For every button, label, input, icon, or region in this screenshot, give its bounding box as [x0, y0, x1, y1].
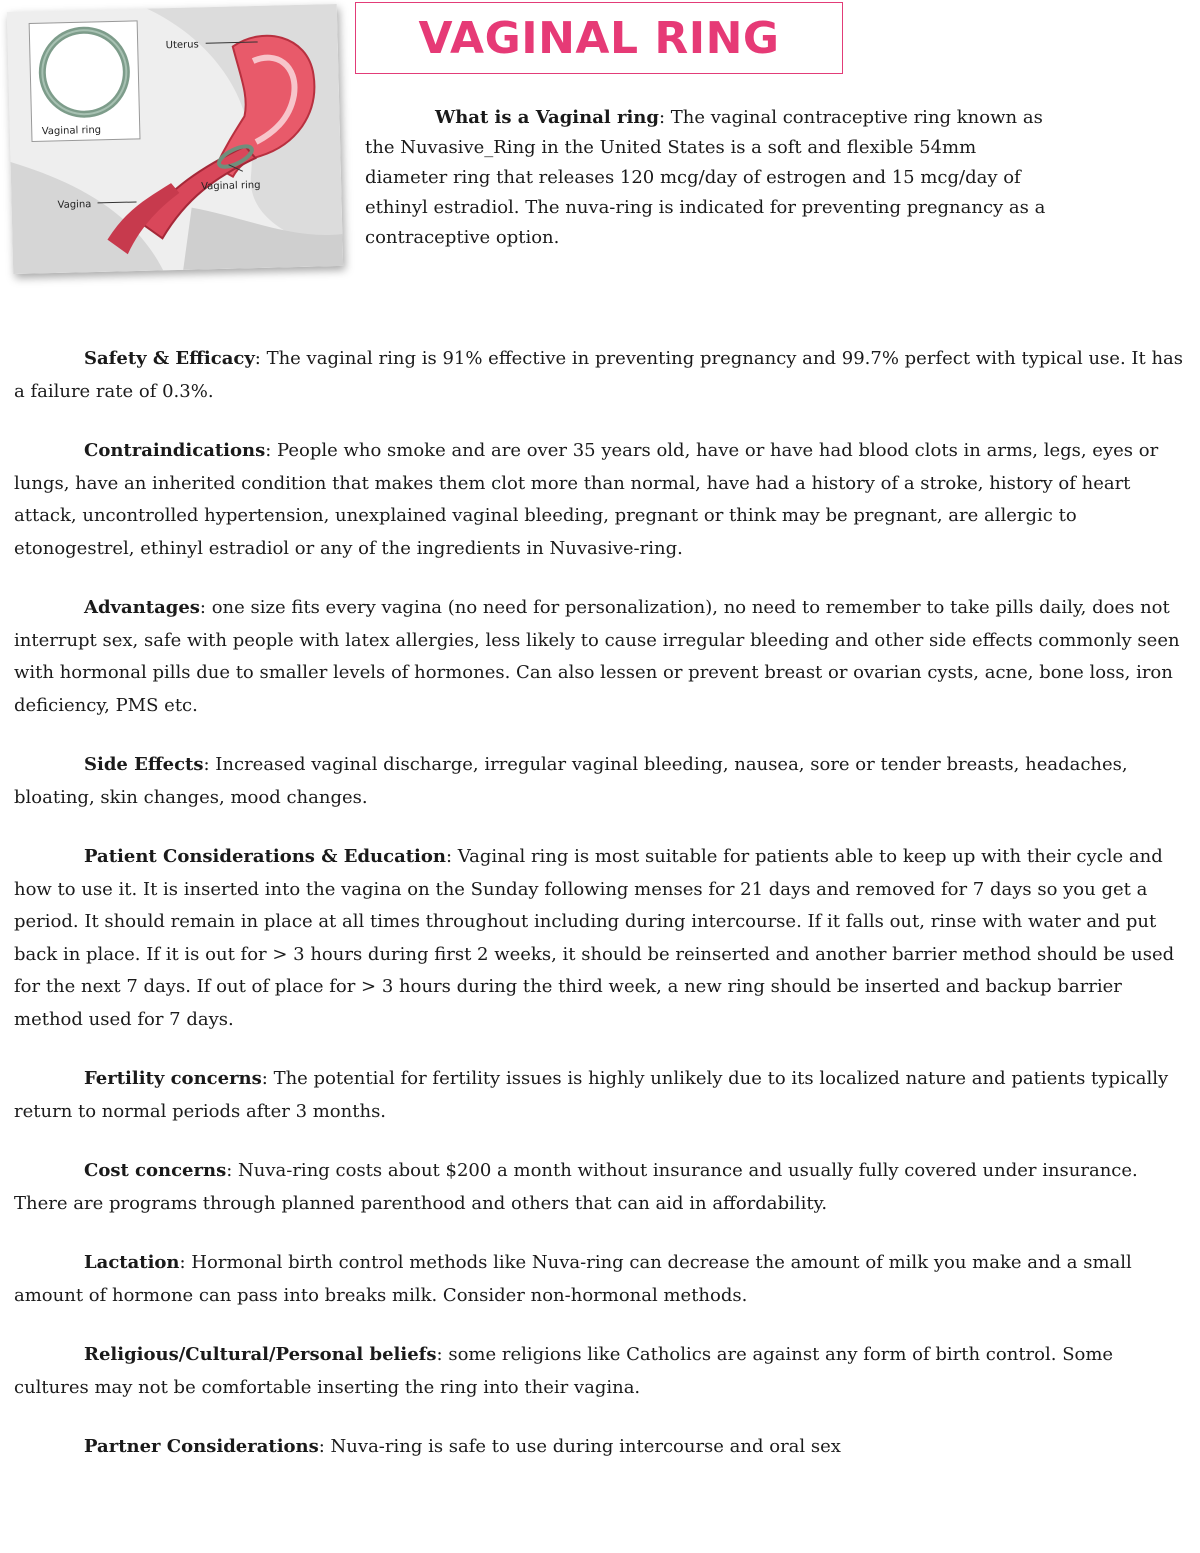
section-patient-considerations — [14, 841, 1189, 1036]
section-text: : Nuva-ring is safe to use during intercourse and oral sex — [318, 1436, 841, 1457]
section-text: : one size fits every vagina (no need for personalization), no need to remember to take pills daily, does not interrupt sex, safe with people with latex allergies, less likely to cause irregular bleeding and other side effects commonly seen with hormonal pills due to smaller levels of hormones. Can also lessen or prevent breast or ovarian cysts, acne, bone loss, iron deficiency, PMS etc. — [14, 597, 1180, 716]
section-text: : People who smoke and are over 35 years old, have or have had blood clots in arms, legs, eyes or lungs, have an inherited condition that makes them clot more than normal, have had a history of a stroke, history of heart attack, uncontrolled hypertension, unexplained vaginal bleeding, pregnant or think may be pregnant, are allergic to etonogestrel, ethinyl estradiol or any of the ingredients in Nuvasive-ring. — [14, 440, 1159, 559]
label-placed-ring: Vaginal ring — [201, 179, 261, 193]
section-text: : Vaginal ring is most suitable for patients able to keep up with their cycle and how to use it. It is inserted into the vagina on the Sunday following menses for 21 days and removed for 7 days so you get a period. It should remain in place at all times throughout including during intercourse. If it falls out, rinse with water and put back in place. If it is out for > 3 hours during first 2 weeks, it should be reinserted and another barrier method should be used for the next 7 days. If out of place for > 3 hours during the third week, a new ring should be inserted and backup barrier method used for 7 days. — [14, 846, 1175, 1030]
label-uterus: Uterus — [165, 39, 199, 52]
section-text: : Nuva-ring costs about $200 a month without insurance and usually fully covered under insurance. There are programs through planned parenthood and others that can aid in affordability. — [14, 1160, 1138, 1214]
section-text: : The potential for fertility issues is highly unlikely due to its localized nature and patients typically return to normal periods after 3 months. — [14, 1068, 1169, 1122]
anatomy-figure — [7, 4, 343, 274]
section-heading: Religious/Cultural/Personal beliefs — [84, 1344, 437, 1365]
intro-text: : The vaginal contraceptive ring known as the Nuvasive_Ring in the United States is a soft and flexible 54mm diameter ring that releases 120 mcg/day of estrogen and 15 mcg/day of ethinyl estradiol. The nuva-ring is indicated for preventing pregnancy as a contraceptive option. — [365, 107, 1046, 248]
section-beliefs — [14, 1339, 1189, 1404]
section-text: : The vaginal ring is 91% effective in preventing pregnancy and 99.7% perfect with typical use. It has a failure rate of 0.3%. — [14, 348, 1184, 402]
title-box — [355, 2, 843, 74]
sections — [14, 343, 1189, 1491]
section-text: : Increased vaginal discharge, irregular vaginal bleeding, nausea, sore or tender breasts, headaches, bloating, skin changes, mood changes. — [14, 754, 1128, 808]
section-heading: Cost concerns — [84, 1160, 227, 1181]
page-title: VAGINAL RING — [418, 12, 780, 64]
section-text: : Hormonal birth control methods like Nuva-ring can decrease the amount of milk you make and a small amount of hormone can pass into breaks milk. Consider non-hormonal methods. — [14, 1252, 1132, 1306]
section-safety — [14, 343, 1189, 408]
label-ring: Vaginal ring — [41, 124, 102, 138]
section-heading: Partner Considerations — [84, 1436, 319, 1457]
intro-paragraph — [365, 103, 1060, 253]
section-heading: Safety & Efficacy — [84, 348, 255, 369]
label-vagina: Vagina — [57, 199, 92, 211]
section-advantages — [14, 592, 1189, 722]
section-heading: Contraindications — [84, 440, 266, 461]
section-fertility — [14, 1063, 1189, 1128]
section-heading: Lactation — [84, 1252, 180, 1273]
section-heading: Fertility concerns — [84, 1068, 262, 1089]
section-partner — [14, 1431, 1189, 1464]
anatomy-illustration — [7, 4, 343, 274]
section-heading: Side Effects — [84, 754, 204, 775]
section-heading: Advantages — [84, 597, 200, 618]
section-side-effects — [14, 749, 1189, 814]
section-contraindications — [14, 435, 1189, 565]
section-lactation — [14, 1247, 1189, 1312]
section-text: : some religions like Catholics are against any form of birth control. Some cultures may not be comfortable inserting the ring into their vagina. — [14, 1344, 1114, 1398]
section-heading: Patient Considerations & Education — [84, 846, 446, 867]
intro-heading: What is a Vaginal ring — [435, 107, 659, 128]
section-cost — [14, 1155, 1189, 1220]
